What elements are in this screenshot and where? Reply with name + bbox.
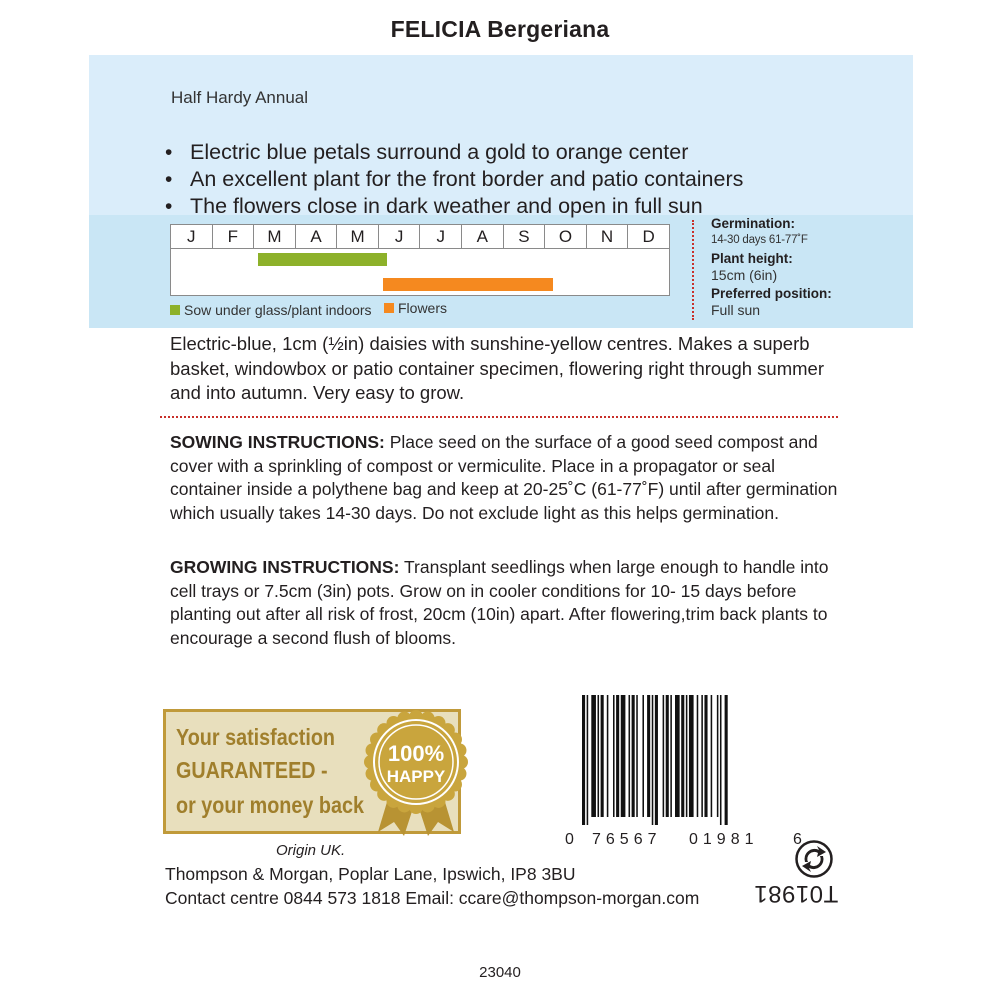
- month-nov: N: [587, 225, 629, 248]
- guarantee-line-3: or your money back: [176, 792, 364, 818]
- month-may: M: [337, 225, 379, 248]
- feature-item: [163, 166, 903, 193]
- feature-text: An excellent plant for the front border and patio containers: [190, 167, 744, 191]
- month-aug: A: [462, 225, 504, 248]
- legend-flowers-label: Flowers: [398, 300, 448, 316]
- bullet-icon: •: [165, 195, 173, 218]
- horizontal-divider: [160, 416, 838, 418]
- month-apr: A: [296, 225, 338, 248]
- contact-info: Contact centre 0844 573 1818 Email: ccare@thompson-morgan.com: [165, 888, 700, 908]
- footer-code: 23040: [479, 964, 521, 981]
- sow-period-bar: [258, 253, 387, 266]
- barcode-bar: [717, 695, 719, 817]
- legend-swatch-orange: [384, 303, 394, 313]
- feature-text: The flowers close in dark weather and open in full sun: [190, 194, 703, 218]
- guarantee-line-2: GUARANTEED -: [176, 757, 328, 783]
- sowing-calendar: [170, 224, 670, 296]
- barcode-digits-left: 76567: [592, 831, 662, 848]
- seal-happy: HAPPY: [386, 767, 446, 786]
- barcode-bar: [607, 695, 609, 817]
- sowing-instructions: [170, 431, 840, 525]
- month-jun: J: [379, 225, 421, 248]
- month-jan: J: [171, 225, 213, 248]
- barcode-bar: [681, 695, 684, 817]
- barcode-bar: [647, 695, 650, 817]
- month-feb: F: [213, 225, 255, 248]
- origin-label: Origin UK.: [276, 842, 346, 859]
- barcode-bar: [663, 695, 665, 817]
- calendar-months: [171, 225, 669, 249]
- barcode-bar: [613, 695, 615, 817]
- barcode-bar: [587, 695, 589, 825]
- vertical-divider: [692, 220, 694, 320]
- sowing-heading: SOWING INSTRUCTIONS:: [170, 432, 385, 452]
- company-address: Thompson & Morgan, Poplar Lane, Ipswich, IP8 3BU: [165, 864, 576, 884]
- month-dec: D: [642, 227, 655, 246]
- legend-sow: [170, 302, 372, 318]
- position-value: Full sun: [711, 302, 761, 318]
- barcode-digit-first: 0: [565, 831, 574, 848]
- feature-text: Electric blue petals surround a gold to orange center: [190, 140, 689, 164]
- barcode-bar: [598, 695, 600, 817]
- plant-description: Electric-blue, 1cm (½in) daisies with sunshine-yellow centres. Makes a superb basket, windowbox or patio container specimen, flowering right through summer and into autumn. Very easy to grow.: [170, 333, 824, 403]
- barcode-number: [565, 831, 805, 851]
- seal-percent: 100%: [387, 741, 445, 766]
- barcode-bar: [636, 695, 638, 817]
- month-mar: M: [254, 225, 296, 248]
- legend-swatch-green: [170, 305, 180, 315]
- bullet-icon: •: [165, 168, 173, 191]
- barcode-bar: [697, 695, 699, 817]
- barcode-bar: [629, 695, 631, 817]
- barcode-bar: [725, 695, 728, 825]
- barcode-bar: [632, 695, 635, 817]
- feature-item: [163, 139, 903, 166]
- page-title: FELICIA Bergeriana: [390, 16, 610, 42]
- barcode-bar: [601, 695, 604, 817]
- month-sep: S: [504, 225, 546, 248]
- barcode-bar: [675, 695, 680, 817]
- barcode-bar: [582, 695, 585, 825]
- happy-seal-icon: [360, 704, 472, 839]
- plant-specs: [711, 216, 911, 319]
- barcode: [580, 695, 780, 825]
- barcode-bar: [621, 695, 626, 817]
- barcode-bar: [591, 695, 596, 817]
- product-code: T01981: [753, 880, 839, 907]
- growing-text: Transplant seedlings when large enough to handle into cell trays or 7.5cm (3in) pots. Grow on in cooler conditions for 10- 15 days before planting out after all risk of frost, 20cm (10in) apart. After flowering,trim back plants to encourage a second flush of blooms.: [170, 557, 829, 648]
- barcode-bar: [652, 695, 654, 825]
- flowering-period-bar: [383, 278, 553, 291]
- growing-instructions: [170, 556, 840, 650]
- feature-list: [163, 139, 903, 220]
- barcode-digit-last: 6: [793, 831, 802, 848]
- height-value: 15cm (6in): [711, 267, 778, 283]
- recycle-icon: [795, 840, 833, 878]
- height-label: Plant height:: [711, 251, 793, 266]
- sowing-text: Place seed on the surface of a good seed compost and cover with a sprinkling of compost or vermiculite. Place in a propagator or seal container inside a polythene bag and keep at 20-25˚C (61-77˚F) until after germination which usually takes 14-30 days. Do not exclude light as this helps germination.: [170, 432, 838, 523]
- barcode-bar: [701, 695, 703, 817]
- barcode-bar: [711, 695, 713, 817]
- barcode-bar: [670, 695, 672, 817]
- barcode-bar: [655, 695, 658, 825]
- growing-heading: GROWING INSTRUCTIONS:: [170, 557, 400, 577]
- germination-label: Germination:: [711, 216, 796, 231]
- bullet-icon: •: [165, 141, 173, 164]
- month-jul: J: [420, 225, 462, 248]
- barcode-digits-right: 01981: [689, 831, 759, 848]
- barcode-bar: [720, 695, 722, 825]
- legend-flowers: [384, 300, 447, 316]
- barcode-bar: [689, 695, 694, 817]
- germination-value: 14-30 days 61-77˚F: [711, 234, 808, 246]
- guarantee-line-1: Your satisfaction: [176, 724, 336, 750]
- barcode-bar: [686, 695, 688, 817]
- plant-type: Half Hardy Annual: [171, 88, 309, 107]
- barcode-bar: [666, 695, 669, 817]
- month-oct: O: [545, 225, 587, 248]
- barcode-bar: [704, 695, 707, 817]
- barcode-bar: [642, 695, 644, 817]
- position-label: Preferred position:: [711, 286, 832, 301]
- legend-sow-label: Sow under glass/plant indoors: [184, 302, 372, 318]
- barcode-bar: [616, 695, 619, 817]
